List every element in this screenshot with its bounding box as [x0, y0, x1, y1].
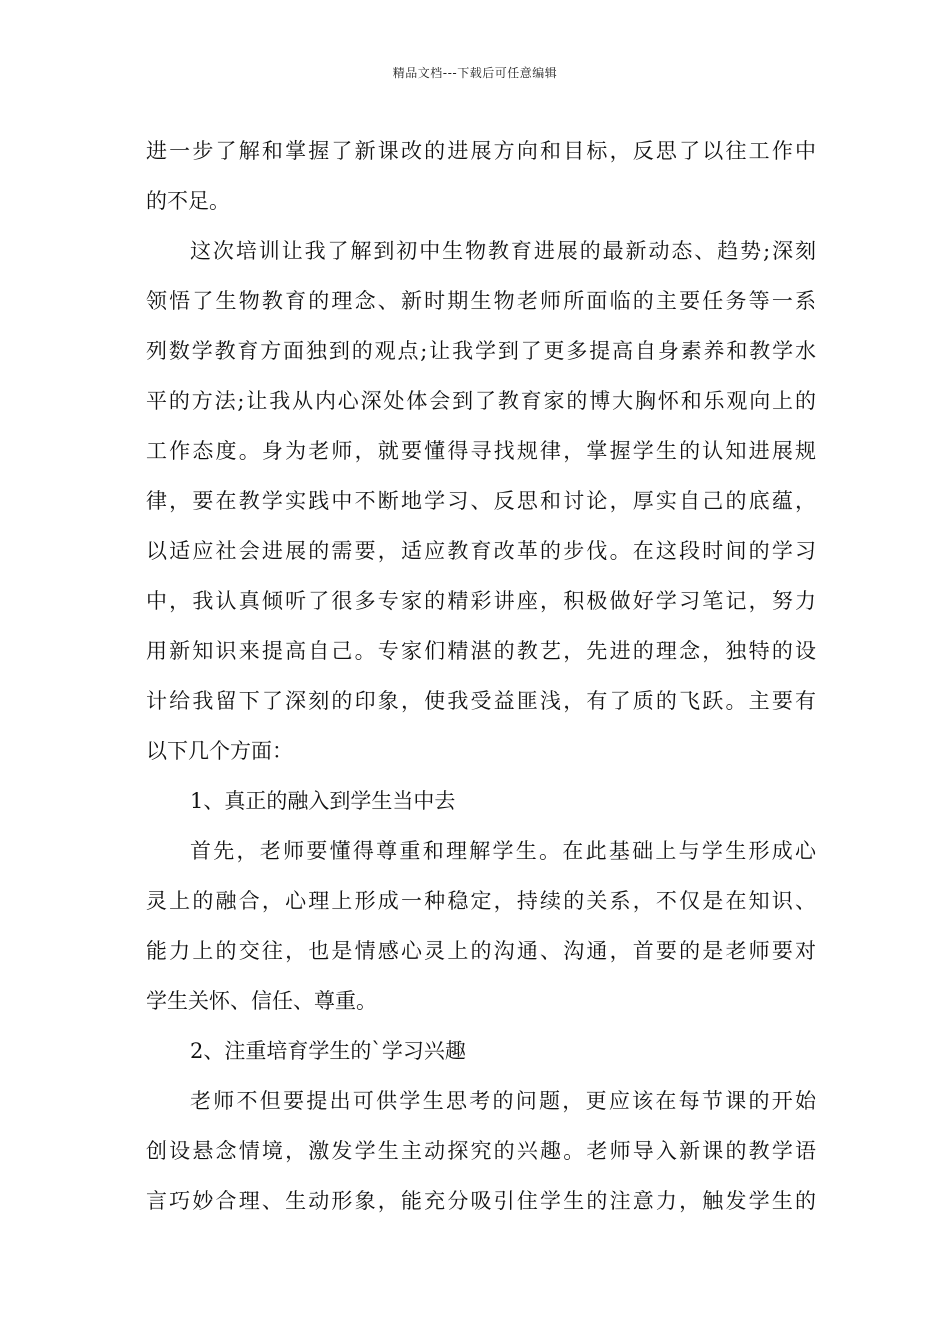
page-header: 精品文档---下载后可任意编辑 [392, 66, 558, 80]
text-line: 工作态度。身为老师，就要懂得寻找规律，掌握学生的认知进展规 [146, 439, 816, 463]
text-line: 2、注重培育学生的`学习兴趣 [190, 1039, 466, 1063]
text-line: 能力上的交往，也是情感心灵上的沟通、沟通，首要的是老师要对 [146, 939, 816, 963]
text-line: 中，我认真倾听了很多专家的精彩讲座，积极做好学习笔记，努力 [146, 589, 816, 613]
text-line: 以下几个方面： [146, 739, 293, 763]
text-line: 用新知识来提高自己。专家们精湛的教艺，先进的理念，独特的设 [146, 639, 816, 663]
text-line: 以适应社会进展的需要，适应教育改革的步伐。在这段时间的学习 [146, 539, 816, 563]
document-body [146, 126, 816, 1226]
text-line: 律，要在教学实践中不断地学习、反思和讨论，厚实自己的底蕴， [146, 489, 816, 513]
text-line: 首先，老师要懂得尊重和理解学生。在此基础上与学生形成心 [190, 839, 816, 863]
text-line: 平的方法;让我从内心深处体会到了教育家的博大胸怀和乐观向上的 [146, 389, 816, 413]
text-line: 计给我留下了深刻的印象，使我受益匪浅，有了质的飞跃。主要有 [146, 689, 816, 713]
text-line: 这次培训让我了解到初中生物教育进展的最新动态、趋势;深刻 [190, 239, 816, 263]
text-line: 的不足。 [146, 189, 230, 213]
text-line: 学生关怀、信任、尊重。 [146, 989, 377, 1013]
text-line: 1、真正的融入到学生当中去 [190, 789, 456, 813]
text-line: 老师不但要提出可供学生思考的问题，更应该在每节课的开始 [190, 1089, 816, 1113]
text-line: 列数学教育方面独到的观点;让我学到了更多提高自身素养和教学水 [146, 339, 816, 363]
text-line: 领悟了生物教育的理念、新时期生物老师所面临的主要任务等一系 [146, 289, 816, 313]
text-line: 创设悬念情境，激发学生主动探究的兴趣。老师导入新课的教学语 [146, 1139, 816, 1163]
text-line: 灵上的融合，心理上形成一种稳定，持续的关系，不仅是在知识、 [146, 889, 816, 913]
text-line: 进一步了解和掌握了新课改的进展方向和目标，反思了以往工作中 [146, 139, 816, 163]
text-line: 言巧妙合理、生动形象，能充分吸引住学生的注意力，触发学生的 [146, 1189, 816, 1213]
